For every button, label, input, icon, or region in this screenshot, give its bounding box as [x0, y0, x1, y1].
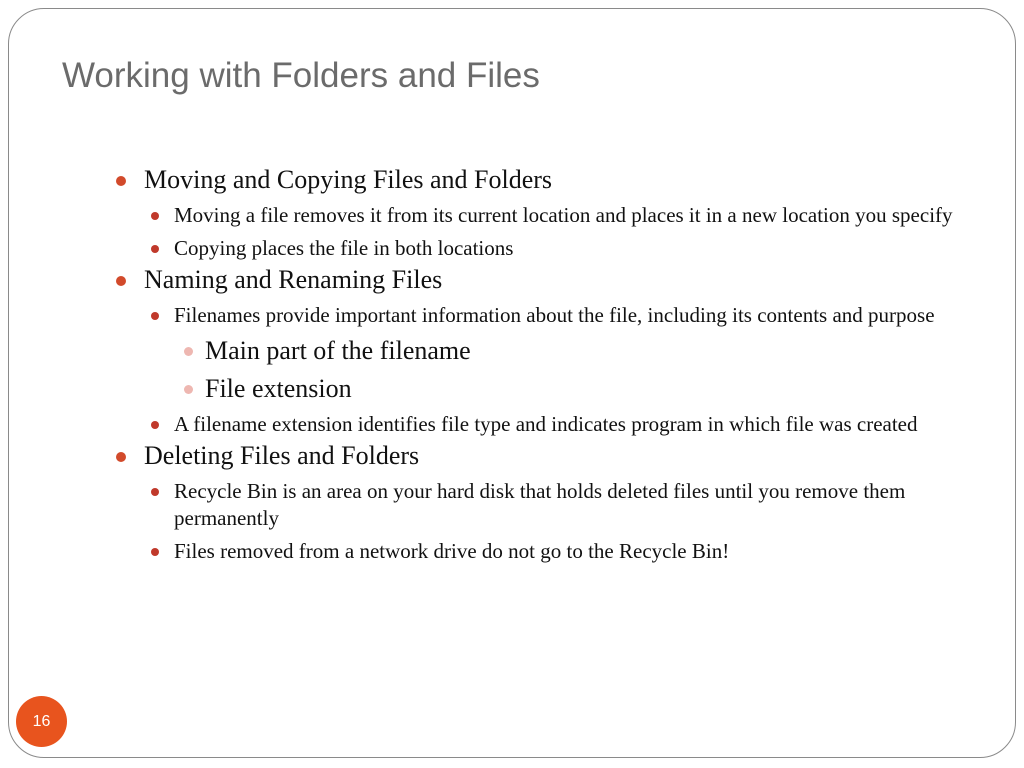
sub-bullet-text: Copying places the file in both locations: [174, 236, 514, 260]
sub-bullet-item: [112, 478, 962, 532]
sub-bullet-text: Moving a file removes it from its current location and places it in a new location you specify: [174, 203, 953, 227]
bullet-text: Deleting Files and Folders: [144, 441, 420, 470]
bullet-text: Naming and Renaming Files: [144, 265, 443, 294]
sub-sub-bullet-text: Main part of the filename: [205, 336, 471, 365]
page-number-badge: [16, 696, 67, 747]
bullet-dot-icon: [151, 488, 159, 496]
sub-bullet-item: [112, 302, 962, 329]
sub-bullet-item: [112, 235, 962, 262]
sub-bullet-text: A filename extension identifies file type and indicates program in which file was created: [174, 412, 918, 436]
bullet-dot-icon: [151, 421, 159, 429]
slide-title: Working with Folders and Files: [62, 56, 540, 95]
bullet-dot-icon: [116, 452, 126, 462]
sub-bullet-text: Recycle Bin is an area on your hard disk that holds deleted files until you remove them permanently: [174, 479, 906, 530]
sub-sub-bullet-text: File extension: [205, 374, 352, 403]
sub-bullet-text: Filenames provide important information about the file, including its contents and purpose: [174, 303, 935, 327]
sub-bullet-item: [112, 411, 962, 438]
bullet-dot-icon: [151, 245, 159, 253]
sub-bullet-text: Files removed from a network drive do not go to the Recycle Bin!: [174, 539, 730, 563]
bullet-item: [112, 264, 962, 296]
bullet-dot-icon: [116, 176, 126, 186]
bullet-item: [112, 164, 962, 196]
bullet-dot-icon: [116, 276, 126, 286]
bullet-dot-icon: [151, 212, 159, 220]
bullet-item: [112, 440, 962, 472]
bullet-dot-icon: [151, 312, 159, 320]
slide-content: [112, 162, 962, 565]
bullet-text: Moving and Copying Files and Folders: [144, 165, 553, 194]
bullet-dot-icon: [184, 347, 193, 356]
bullet-dot-icon: [184, 385, 193, 394]
bullet-dot-icon: [151, 548, 159, 556]
page-number: 16: [32, 712, 51, 730]
sub-sub-bullet-item: [112, 373, 962, 405]
sub-bullet-item: [112, 538, 962, 565]
sub-bullet-item: [112, 202, 962, 229]
sub-sub-bullet-item: [112, 335, 962, 367]
